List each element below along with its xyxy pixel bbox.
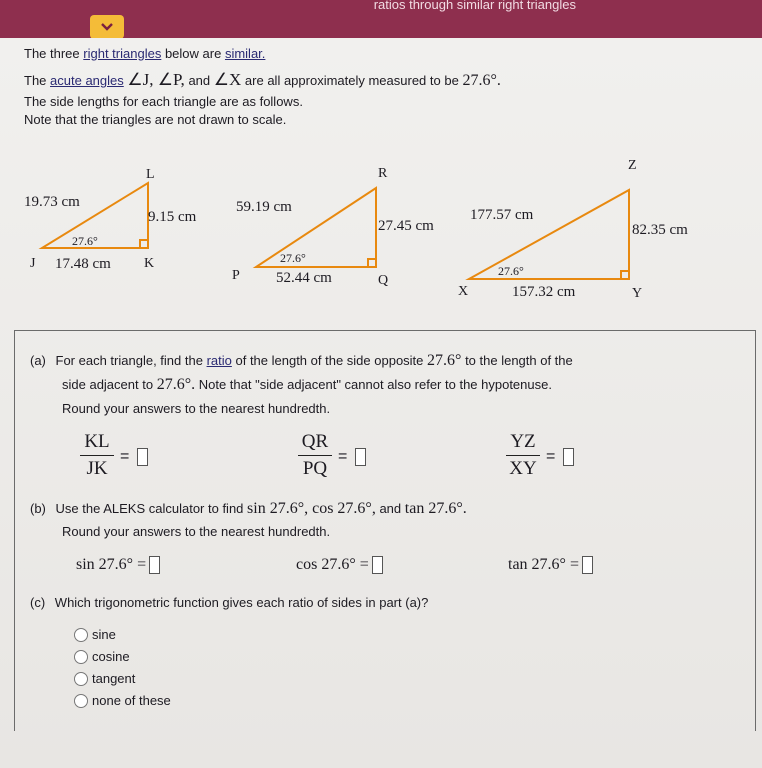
intro-line-2: The acute angles ∠J, ∠P, and ∠X are all approximately measured to be 27.6°.: [24, 70, 501, 89]
hyp-label-3: 177.57 cm: [470, 207, 534, 223]
vertex-x: X: [458, 284, 469, 299]
part-b-line-2: Round your answers to the nearest hundredth.: [62, 524, 331, 539]
option-tangent-label: tangent: [92, 671, 136, 686]
equals-3: =: [546, 448, 574, 466]
vertex-r: R: [378, 166, 388, 181]
radio-tangent[interactable]: [74, 672, 88, 686]
adj-label-1: 17.48 cm: [55, 256, 111, 272]
vertex-q: Q: [378, 273, 389, 288]
cos-row: cos 27.6° =: [296, 556, 383, 574]
fraction-qr-pq: QR PQ: [298, 431, 332, 480]
triangle-xyz: [469, 190, 629, 279]
chevron-down-icon: [100, 22, 114, 32]
vertex-y: Y: [632, 286, 643, 301]
part-a-line-3: Round your answers to the nearest hundredth.: [62, 401, 331, 416]
sin-answer-input[interactable]: [149, 556, 160, 574]
opp-label-1: 9.15 cm: [148, 209, 197, 225]
intro-line-4: Note that the triangles are not drawn to scale.: [24, 112, 287, 127]
answer-yz-xy-input[interactable]: [563, 448, 574, 466]
opp-label-2: 27.45 cm: [378, 218, 434, 234]
hyp-label-1: 19.73 cm: [24, 194, 80, 210]
answer-qr-pq-input[interactable]: [355, 448, 366, 466]
angle-label-2: 27.6°: [280, 251, 306, 265]
option-sine-label: sine: [92, 627, 116, 642]
part-a-line-1: (a) For each triangle, find the ratio of the length of the side opposite 27.6° to the length of the: [30, 352, 573, 369]
vertex-z: Z: [628, 158, 637, 173]
adj-label-3: 157.32 cm: [512, 284, 576, 300]
ratio-link[interactable]: ratio: [206, 353, 232, 368]
tan-answer-input[interactable]: [582, 556, 593, 574]
page-title: ratios through similar right triangles: [373, 0, 576, 12]
part-c-question: (c) Which trigonometric function gives each ratio of sides in part (a)?: [30, 595, 429, 610]
radio-cosine[interactable]: [74, 650, 88, 664]
opp-label-3: 82.35 cm: [632, 222, 688, 238]
sin-row: sin 27.6° =: [76, 556, 160, 574]
option-none-label: none of these: [92, 693, 171, 708]
acute-angles-link[interactable]: acute angles: [50, 73, 124, 88]
part-a-line-2: side adjacent to 27.6°. Note that "side adjacent" cannot also refer to the hypotenuse.: [62, 376, 552, 393]
radio-sine[interactable]: [74, 628, 88, 642]
hyp-label-2: 59.19 cm: [236, 199, 292, 215]
vertex-k: K: [144, 256, 155, 271]
part-b-line-1: (b) Use the ALEKS calculator to find sin 27.6°, cos 27.6°, and tan 27.6°.: [30, 500, 467, 517]
fraction-yz-xy: YZ XY: [506, 431, 540, 480]
answer-kl-jk-input[interactable]: [137, 448, 148, 466]
angle-label-1: 27.6°: [72, 234, 98, 248]
cos-answer-input[interactable]: [372, 556, 383, 574]
collapse-button[interactable]: [90, 15, 124, 39]
right-triangles-link[interactable]: right triangles: [83, 46, 162, 61]
similar-link[interactable]: similar.: [224, 46, 266, 61]
adj-label-2: 52.44 cm: [276, 270, 332, 286]
tan-row: tan 27.6° =: [508, 556, 593, 574]
vertex-j: J: [30, 256, 36, 271]
vertex-p: P: [232, 268, 240, 283]
intro-line-3: The side lengths for each triangle are as follows.: [24, 94, 303, 109]
angle-label-3: 27.6°: [498, 264, 524, 278]
intro-line-1: The three right triangles below are similar.: [24, 46, 266, 61]
fraction-kl-jk: KL JK: [80, 431, 114, 480]
option-cosine-label: cosine: [92, 649, 130, 664]
radio-none-of-these[interactable]: [74, 694, 88, 708]
equals-1: =: [120, 448, 148, 466]
equals-2: =: [338, 448, 366, 466]
vertex-l: L: [146, 167, 155, 182]
